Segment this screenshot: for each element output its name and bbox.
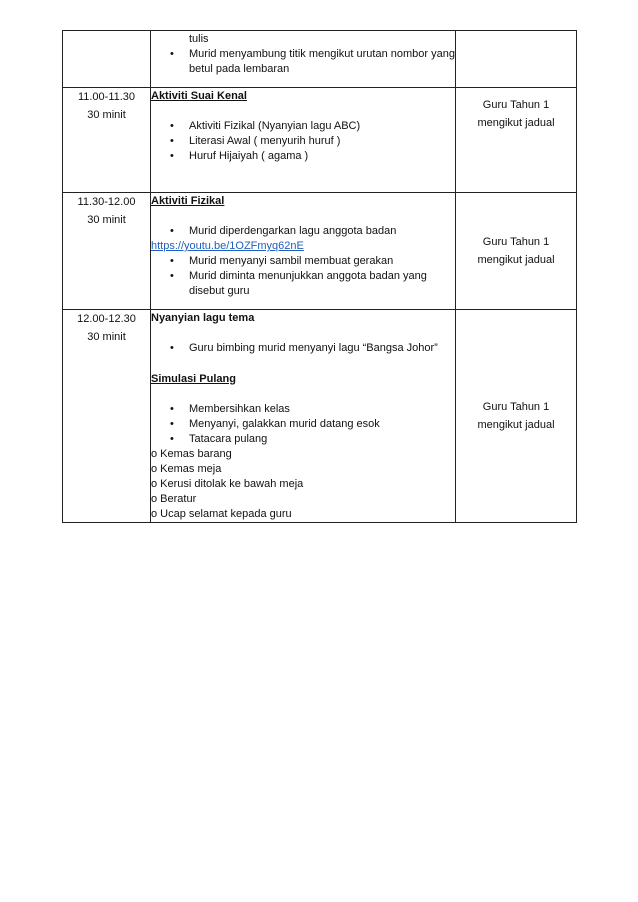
time-range: 11.30-12.00 xyxy=(77,196,136,208)
list-item: • Huruf Hijaiyah ( agama ) xyxy=(170,150,309,162)
duration: 30 minit xyxy=(87,331,126,343)
bullet-icon: • xyxy=(170,120,174,132)
sub-item: o Kemas meja xyxy=(151,463,222,475)
list-item: • Aktiviti Fizikal (Nyanyian lagu ABC) xyxy=(170,120,361,132)
schedule-table xyxy=(62,30,577,523)
time-range: 11.00-11.30 xyxy=(77,91,136,103)
activity-heading: Aktiviti Fizikal xyxy=(151,195,225,207)
time-range: 12.00-12.30 xyxy=(77,313,136,325)
bullet-icon: • xyxy=(170,150,174,162)
video-link[interactable]: https://youtu.be/1OZFmyq62nE xyxy=(151,240,304,252)
activity-cell xyxy=(151,310,456,523)
list-item: • Murid menyanyi sambil membuat gerakan xyxy=(170,255,394,267)
bullet-icon: • xyxy=(170,225,174,237)
bullet-list xyxy=(151,119,455,164)
table-row xyxy=(63,310,577,523)
bullet-icon: • xyxy=(170,342,174,354)
table-row xyxy=(63,31,577,88)
list-item: • Guru bimbing murid menyanyi lagu “Bangsa Johor” xyxy=(170,342,438,354)
sub-item: o Kerusi ditolak ke bawah meja xyxy=(151,478,304,490)
duration: 30 minit xyxy=(87,214,126,226)
time-cell xyxy=(63,31,151,88)
table-row xyxy=(63,88,577,193)
bullet-icon: • xyxy=(170,135,174,147)
responsible-cell xyxy=(456,88,577,193)
time-cell xyxy=(63,88,151,193)
bullet-icon: • xyxy=(170,270,174,282)
bullet-icon: • xyxy=(170,433,174,445)
bullet-list xyxy=(151,254,455,299)
responsible-line: Guru Tahun 1 xyxy=(482,236,550,248)
responsible-line: Guru Tahun 1 xyxy=(482,401,550,413)
time-cell xyxy=(63,310,151,523)
responsible-cell xyxy=(456,310,577,523)
activity-cell xyxy=(151,31,456,88)
continuation-text: tulis xyxy=(189,33,209,45)
responsible-cell xyxy=(456,193,577,310)
bullet-icon: • xyxy=(170,403,174,415)
responsible-cell xyxy=(456,31,577,88)
sub-item: o Kemas barang xyxy=(151,448,232,460)
responsible-line: mengikut jadual xyxy=(477,419,555,431)
activity-cell xyxy=(151,88,456,193)
bullet-list xyxy=(151,224,455,239)
time-cell xyxy=(63,193,151,310)
activity-heading: Aktiviti Suai Kenal xyxy=(151,90,247,102)
list-item: • Murid diminta menunjukkan anggota badan yang disebut guru xyxy=(170,270,427,297)
list-item: • Murid diperdengarkan lagu anggota badan xyxy=(170,225,397,237)
duration: 30 minit xyxy=(87,109,126,121)
activity-cell xyxy=(151,193,456,310)
bullet-icon: • xyxy=(170,255,174,267)
table-row xyxy=(63,193,577,310)
responsible-line: Guru Tahun 1 xyxy=(482,99,550,111)
list-item: • Literasi Awal ( menyurih huruf ) xyxy=(170,135,341,147)
list-item: • Tatacara pulang xyxy=(170,433,268,445)
sub-item: o Ucap selamat kepada guru xyxy=(151,508,292,520)
responsible-line: mengikut jadual xyxy=(477,254,555,266)
bullet-list xyxy=(151,47,455,77)
bullet-list xyxy=(151,402,455,447)
sub-item: o Beratur xyxy=(151,493,197,505)
bullet-icon: • xyxy=(170,48,174,60)
list-item: • Menyanyi, galakkan murid datang esok xyxy=(170,418,380,430)
activity-heading: Nyanyian lagu tema xyxy=(151,312,255,324)
bullet-list xyxy=(151,341,455,356)
responsible-line: mengikut jadual xyxy=(477,117,555,129)
activity-subheading: Simulasi Pulang xyxy=(151,373,236,385)
list-item: • Murid menyambung titik mengikut urutan nombor yang betul pada lembaran xyxy=(170,48,455,75)
list-item: • Membersihkan kelas xyxy=(170,403,290,415)
bullet-icon: • xyxy=(170,418,174,430)
